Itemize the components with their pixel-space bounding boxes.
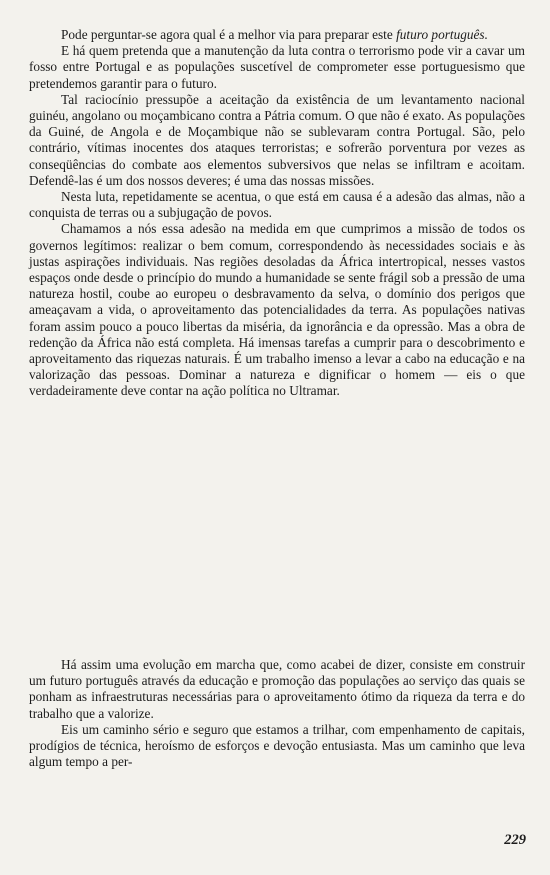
paragraph-3: Tal raciocínio pressupõe a aceitação da existência de um levantamento nacional guinéu, angolano ou moçambicano contra a Pátria comum. O que não é exato. As populações da Guiné, de Angola e de Moçambique não se sublevaram contra Portugal. São, pelo contrário, vítimas inocentes dos ataques terroristas; e sofrerão porventura por vezes as conseqüências do combate aos elementos subversivos que nelas se infiltram e acoitam. Defendê-las é um dos nossos deveres; é uma das nossas missões. (29, 91, 525, 188)
paragraph-4: Nesta luta, repetidamente se acentua, o que está em causa é a adesão das almas, não a conquista de terras ou a subjugação de povos. (29, 189, 525, 221)
text-section-2 (29, 657, 525, 770)
paragraph-1 (29, 27, 525, 43)
paragraph-7: Eis um caminho sério e seguro que estamos a trilhar, com empenhamento de capitais, prodígios de técnica, heroísmo de esforços e devoção entusiasta. Mas um caminho que leva algum tempo a per- (29, 721, 525, 770)
paragraph-1-text: Pode perguntar-se agora qual é a melhor via para preparar este (61, 27, 397, 42)
paragraph-6: Há assim uma evolução em marcha que, como acabei de dizer, consiste em construir um futuro português através da educação e promoção das populações ao serviço das quais se ponham as infraestruturas necessárias para o aproveitamento ótimo da riqueza da terra e do trabalho que a valorize. (29, 657, 525, 721)
paragraph-1-emphasis: futuro português. (396, 27, 488, 42)
page-number: 229 (504, 832, 526, 848)
text-section-1 (29, 27, 525, 400)
paragraph-5: Chamamos a nós essa adesão na medida em que cumprimos a missão de todos os governos legítimos: realizar o bem comum, correspondendo às necessidades sociais e às justas aspirações individuais. Nas regiões desoladas da África intertropical, nesses vastos espaços onde desde o princípio do mundo a humanidade se sente frágil sob a pressão de uma natureza hostil, coube ao europeu o desbravamento da selva, o domínio dos perigos que ameaçavam a vida, o aproveitamento das potencialidades da terra. As populações nativas foram assim pouco a pouco libertas da miséria, da ignorância e da opressão. Mas a obra de redenção da África não está completa. Há imensas tarefas a cumprir para o descobrimento e aproveitamento das riquezas naturais. É um trabalho imenso a levar a cabo na educação e na valorização das pessoas. Dominar a natureza e dignificar o homem — eis o que verdadeiramente deve contar na ação política no Ultramar. (29, 221, 525, 399)
paragraph-2: E há quem pretenda que a manutenção da luta contra o terrorismo pode vir a cavar um fosso entre Portugal e as populações suscetível de comprometer esse portuguesismo que pretendemos garantir para o futuro. (29, 43, 525, 91)
